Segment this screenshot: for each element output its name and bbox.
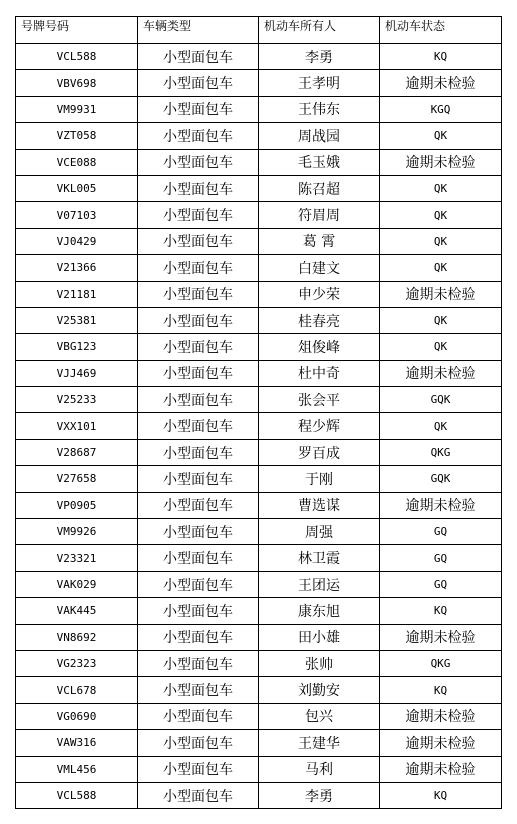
plate-number-cell: VP0905 [16,492,138,518]
plate-number-cell: VCE088 [16,149,138,175]
owner-cell: 罗百成 [259,439,380,465]
table-row [16,123,502,149]
owner-cell: 林卫霞 [259,545,380,571]
status-cell: 逾期未检验 [380,70,502,96]
status-cell: 逾期未检验 [380,492,502,518]
status-cell: QK [380,202,502,228]
plate-number-cell: VCL678 [16,677,138,703]
owner-cell: 桂春亮 [259,307,380,333]
owner-cell: 程少辉 [259,413,380,439]
vehicle-type-cell: 小型面包车 [138,756,259,782]
table-row [16,228,502,254]
plate-number-cell: VCL588 [16,782,138,808]
header-status: 机动车状态 [380,17,502,44]
vehicle-type-cell: 小型面包车 [138,598,259,624]
vehicle-type-cell: 小型面包车 [138,334,259,360]
table-row [16,439,502,465]
plate-number-cell: VBG123 [16,334,138,360]
status-cell: 逾期未检验 [380,756,502,782]
vehicle-type-cell: 小型面包车 [138,360,259,386]
plate-number-cell: VAW316 [16,730,138,756]
vehicle-type-cell: 小型面包车 [138,703,259,729]
header-owner: 机动车所有人 [259,17,380,44]
status-cell: QK [380,255,502,281]
plate-number-cell: V07103 [16,202,138,228]
status-cell: QKG [380,650,502,676]
vehicle-type-cell: 小型面包车 [138,466,259,492]
status-cell: GQ [380,545,502,571]
status-cell: QK [380,307,502,333]
vehicle-type-cell: 小型面包车 [138,413,259,439]
plate-number-cell: VG2323 [16,650,138,676]
plate-number-cell: VKL005 [16,175,138,201]
status-cell: QK [380,334,502,360]
owner-cell: 葛 霄 [259,228,380,254]
owner-cell: 包兴 [259,703,380,729]
header-row [16,17,502,44]
vehicle-type-cell: 小型面包车 [138,545,259,571]
vehicle-type-cell: 小型面包车 [138,202,259,228]
vehicle-type-cell: 小型面包车 [138,149,259,175]
status-cell: KQ [380,44,502,70]
vehicle-type-cell: 小型面包车 [138,730,259,756]
vehicle-type-cell: 小型面包车 [138,519,259,545]
plate-number-cell: VN8692 [16,624,138,650]
owner-cell: 周强 [259,519,380,545]
table-row [16,650,502,676]
owner-cell: 毛玉娥 [259,149,380,175]
table-row [16,334,502,360]
owner-cell: 李勇 [259,782,380,808]
status-cell: KQ [380,677,502,703]
status-cell: 逾期未检验 [380,730,502,756]
owner-cell: 康东旭 [259,598,380,624]
table-body [16,44,502,809]
vehicle-type-cell: 小型面包车 [138,255,259,281]
owner-cell: 陈召超 [259,175,380,201]
table-row [16,255,502,281]
table-row [16,387,502,413]
owner-cell: 李勇 [259,44,380,70]
status-cell: 逾期未检验 [380,360,502,386]
header-plate-number: 号牌号码 [16,17,138,44]
table-row [16,149,502,175]
table-row [16,730,502,756]
vehicle-type-cell: 小型面包车 [138,387,259,413]
vehicle-type-cell: 小型面包车 [138,228,259,254]
owner-cell: 曹选谋 [259,492,380,518]
plate-number-cell: VJJ469 [16,360,138,386]
status-cell: 逾期未检验 [380,624,502,650]
plate-number-cell: V27658 [16,466,138,492]
table-row [16,519,502,545]
plate-number-cell: VXX101 [16,413,138,439]
table-row [16,202,502,228]
vehicle-type-cell: 小型面包车 [138,307,259,333]
owner-cell: 周战园 [259,123,380,149]
table-row [16,70,502,96]
status-cell: QK [380,413,502,439]
status-cell: QK [380,175,502,201]
plate-number-cell: V21181 [16,281,138,307]
owner-cell: 王建华 [259,730,380,756]
plate-number-cell: VM9931 [16,96,138,122]
owner-cell: 王伟东 [259,96,380,122]
table-row [16,175,502,201]
table-row [16,624,502,650]
vehicle-type-cell: 小型面包车 [138,175,259,201]
status-cell: GQ [380,571,502,597]
status-cell: 逾期未检验 [380,703,502,729]
owner-cell: 张会平 [259,387,380,413]
plate-number-cell: V23321 [16,545,138,571]
owner-cell: 申少荣 [259,281,380,307]
plate-number-cell: VJ0429 [16,228,138,254]
owner-cell: 王团运 [259,571,380,597]
vehicle-type-cell: 小型面包车 [138,677,259,703]
vehicle-type-cell: 小型面包车 [138,123,259,149]
vehicle-type-cell: 小型面包车 [138,624,259,650]
status-cell: KQ [380,598,502,624]
status-cell: 逾期未检验 [380,281,502,307]
header-vehicle-type: 车辆类型 [138,17,259,44]
vehicle-type-cell: 小型面包车 [138,281,259,307]
plate-number-cell: V25233 [16,387,138,413]
table-row [16,44,502,70]
owner-cell: 王孝明 [259,70,380,96]
table-row [16,677,502,703]
table-row [16,571,502,597]
owner-cell: 俎俊峰 [259,334,380,360]
status-cell: 逾期未检验 [380,149,502,175]
table-row [16,782,502,808]
status-cell: GQK [380,387,502,413]
status-cell: QK [380,123,502,149]
table-row [16,545,502,571]
owner-cell: 刘勤安 [259,677,380,703]
table-row [16,756,502,782]
plate-number-cell: V25381 [16,307,138,333]
owner-cell: 符眉周 [259,202,380,228]
table-row [16,492,502,518]
plate-number-cell: VG0690 [16,703,138,729]
table-row [16,96,502,122]
table-row [16,703,502,729]
vehicle-type-cell: 小型面包车 [138,571,259,597]
table-row [16,281,502,307]
status-cell: QK [380,228,502,254]
owner-cell: 田小雄 [259,624,380,650]
vehicle-type-cell: 小型面包车 [138,70,259,96]
status-cell: GQ [380,519,502,545]
plate-number-cell: VM9926 [16,519,138,545]
vehicle-type-cell: 小型面包车 [138,492,259,518]
vehicle-table [15,16,502,809]
status-cell: GQK [380,466,502,492]
plate-number-cell: VZT058 [16,123,138,149]
owner-cell: 杜中奇 [259,360,380,386]
owner-cell: 白建文 [259,255,380,281]
vehicle-type-cell: 小型面包车 [138,439,259,465]
plate-number-cell: VAK029 [16,571,138,597]
plate-number-cell: VCL588 [16,44,138,70]
owner-cell: 马利 [259,756,380,782]
status-cell: QKG [380,439,502,465]
table-row [16,466,502,492]
plate-number-cell: V28687 [16,439,138,465]
plate-number-cell: VAK445 [16,598,138,624]
vehicle-type-cell: 小型面包车 [138,96,259,122]
vehicle-type-cell: 小型面包车 [138,44,259,70]
table-row [16,360,502,386]
status-cell: KGQ [380,96,502,122]
table-row [16,413,502,439]
status-cell: KQ [380,782,502,808]
plate-number-cell: V21366 [16,255,138,281]
vehicle-type-cell: 小型面包车 [138,782,259,808]
plate-number-cell: VBV698 [16,70,138,96]
table-row [16,598,502,624]
owner-cell: 于刚 [259,466,380,492]
vehicle-type-cell: 小型面包车 [138,650,259,676]
plate-number-cell: VML456 [16,756,138,782]
owner-cell: 张帅 [259,650,380,676]
table-row [16,307,502,333]
